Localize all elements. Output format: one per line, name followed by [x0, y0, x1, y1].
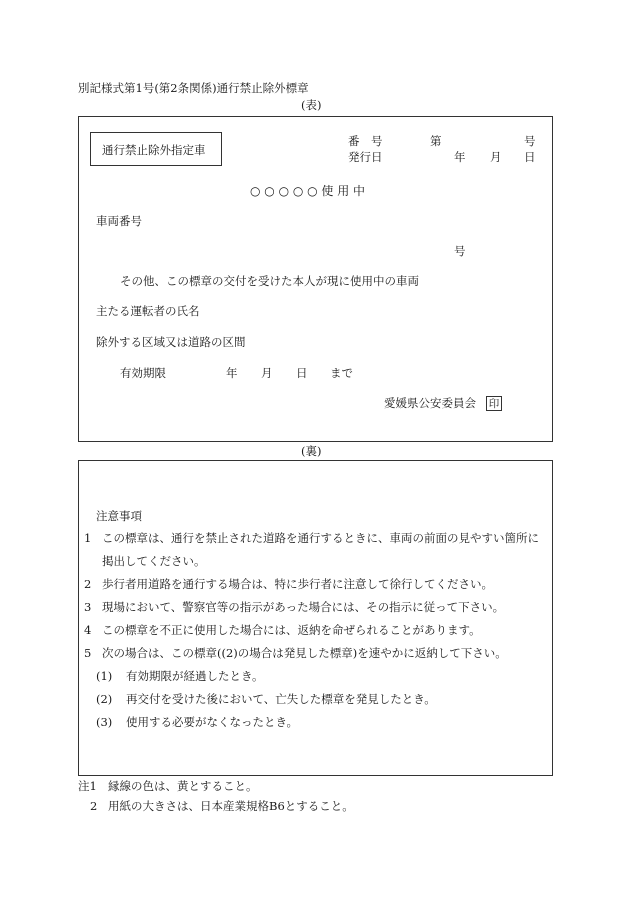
seal-stamp: 印	[486, 396, 502, 411]
note-item-number: 4	[84, 623, 92, 637]
note-item-text: この標章を不正に使用した場合には、返納を命ぜられることがあります。	[102, 623, 481, 637]
issue-day: 日	[524, 150, 536, 164]
footnote-number: 注1	[78, 779, 97, 793]
note-item-number: 1	[84, 531, 92, 545]
vehicle-number-label: 車両番号	[96, 214, 142, 228]
note-item-text: 掲出してください。	[102, 554, 206, 568]
note-item-number: 5	[84, 646, 92, 660]
back-side-label: (裏)	[301, 444, 322, 458]
subitem-text: 使用する必要がなくなったとき。	[126, 715, 299, 729]
issue-month: 月	[490, 150, 502, 164]
validity-year: 年	[226, 366, 238, 380]
vehicle-number-go: 号	[454, 244, 466, 258]
number-dai: 第	[430, 134, 442, 148]
footnote-text: 用紙の大きさは、日本産業規格B6とすること。	[108, 799, 354, 813]
form-title: 別記様式第1号(第2条関係)通行禁止除外標章	[78, 81, 309, 95]
note-item-text: 次の場合は、この標章((2)の場合は発見した標章)を速やかに返納して下さい。	[102, 646, 507, 660]
note-item-text: 現場において、警察官等の指示があった場合には、その指示に従って下さい。	[102, 600, 505, 614]
driver-name-label: 主たる運転者の氏名	[96, 304, 200, 318]
subitem-number: (1)	[96, 669, 113, 683]
in-use-banner: ○ ○ ○ ○ ○ 使 用 中	[250, 184, 366, 198]
validity-label: 有効期限	[120, 366, 166, 380]
notes-heading: 注意事項	[96, 509, 142, 523]
validity-until: まで	[330, 366, 353, 380]
other-vehicle-text: その他、この標章の交付を受けた本人が現に使用中の車両	[120, 274, 419, 288]
footnote-number: 2	[90, 799, 98, 813]
footnote-text: 縁線の色は、黄とすること。	[108, 779, 258, 793]
subitem-text: 再交付を受けた後において、亡失した標章を発見したとき。	[126, 692, 436, 706]
number-label: 番 号	[348, 134, 383, 148]
issue-date-label: 発行日	[348, 150, 383, 164]
subitem-text: 有効期限が経過したとき。	[126, 669, 264, 683]
validity-day: 日	[296, 366, 308, 380]
note-item-number: 3	[84, 600, 92, 614]
subitem-number: (3)	[96, 715, 113, 729]
validity-month: 月	[261, 366, 273, 380]
number-go: 号	[524, 134, 536, 148]
designated-vehicle-label: 通行禁止除外指定車	[102, 143, 206, 157]
note-item-number: 2	[84, 577, 92, 591]
subitem-number: (2)	[96, 692, 113, 706]
issuer-name: 愛媛県公安委員会	[384, 396, 476, 410]
issue-year: 年	[454, 150, 466, 164]
front-side-label: (表)	[301, 98, 322, 112]
note-item-text: 歩行者用道路を通行する場合は、特に歩行者に注意して徐行してください。	[102, 577, 493, 591]
excluded-section-label: 除外する区域又は道路の区間	[96, 335, 246, 349]
note-item-text: この標章は、通行を禁止された道路を通行するときに、車両の前面の見やすい箇所に	[102, 531, 539, 545]
